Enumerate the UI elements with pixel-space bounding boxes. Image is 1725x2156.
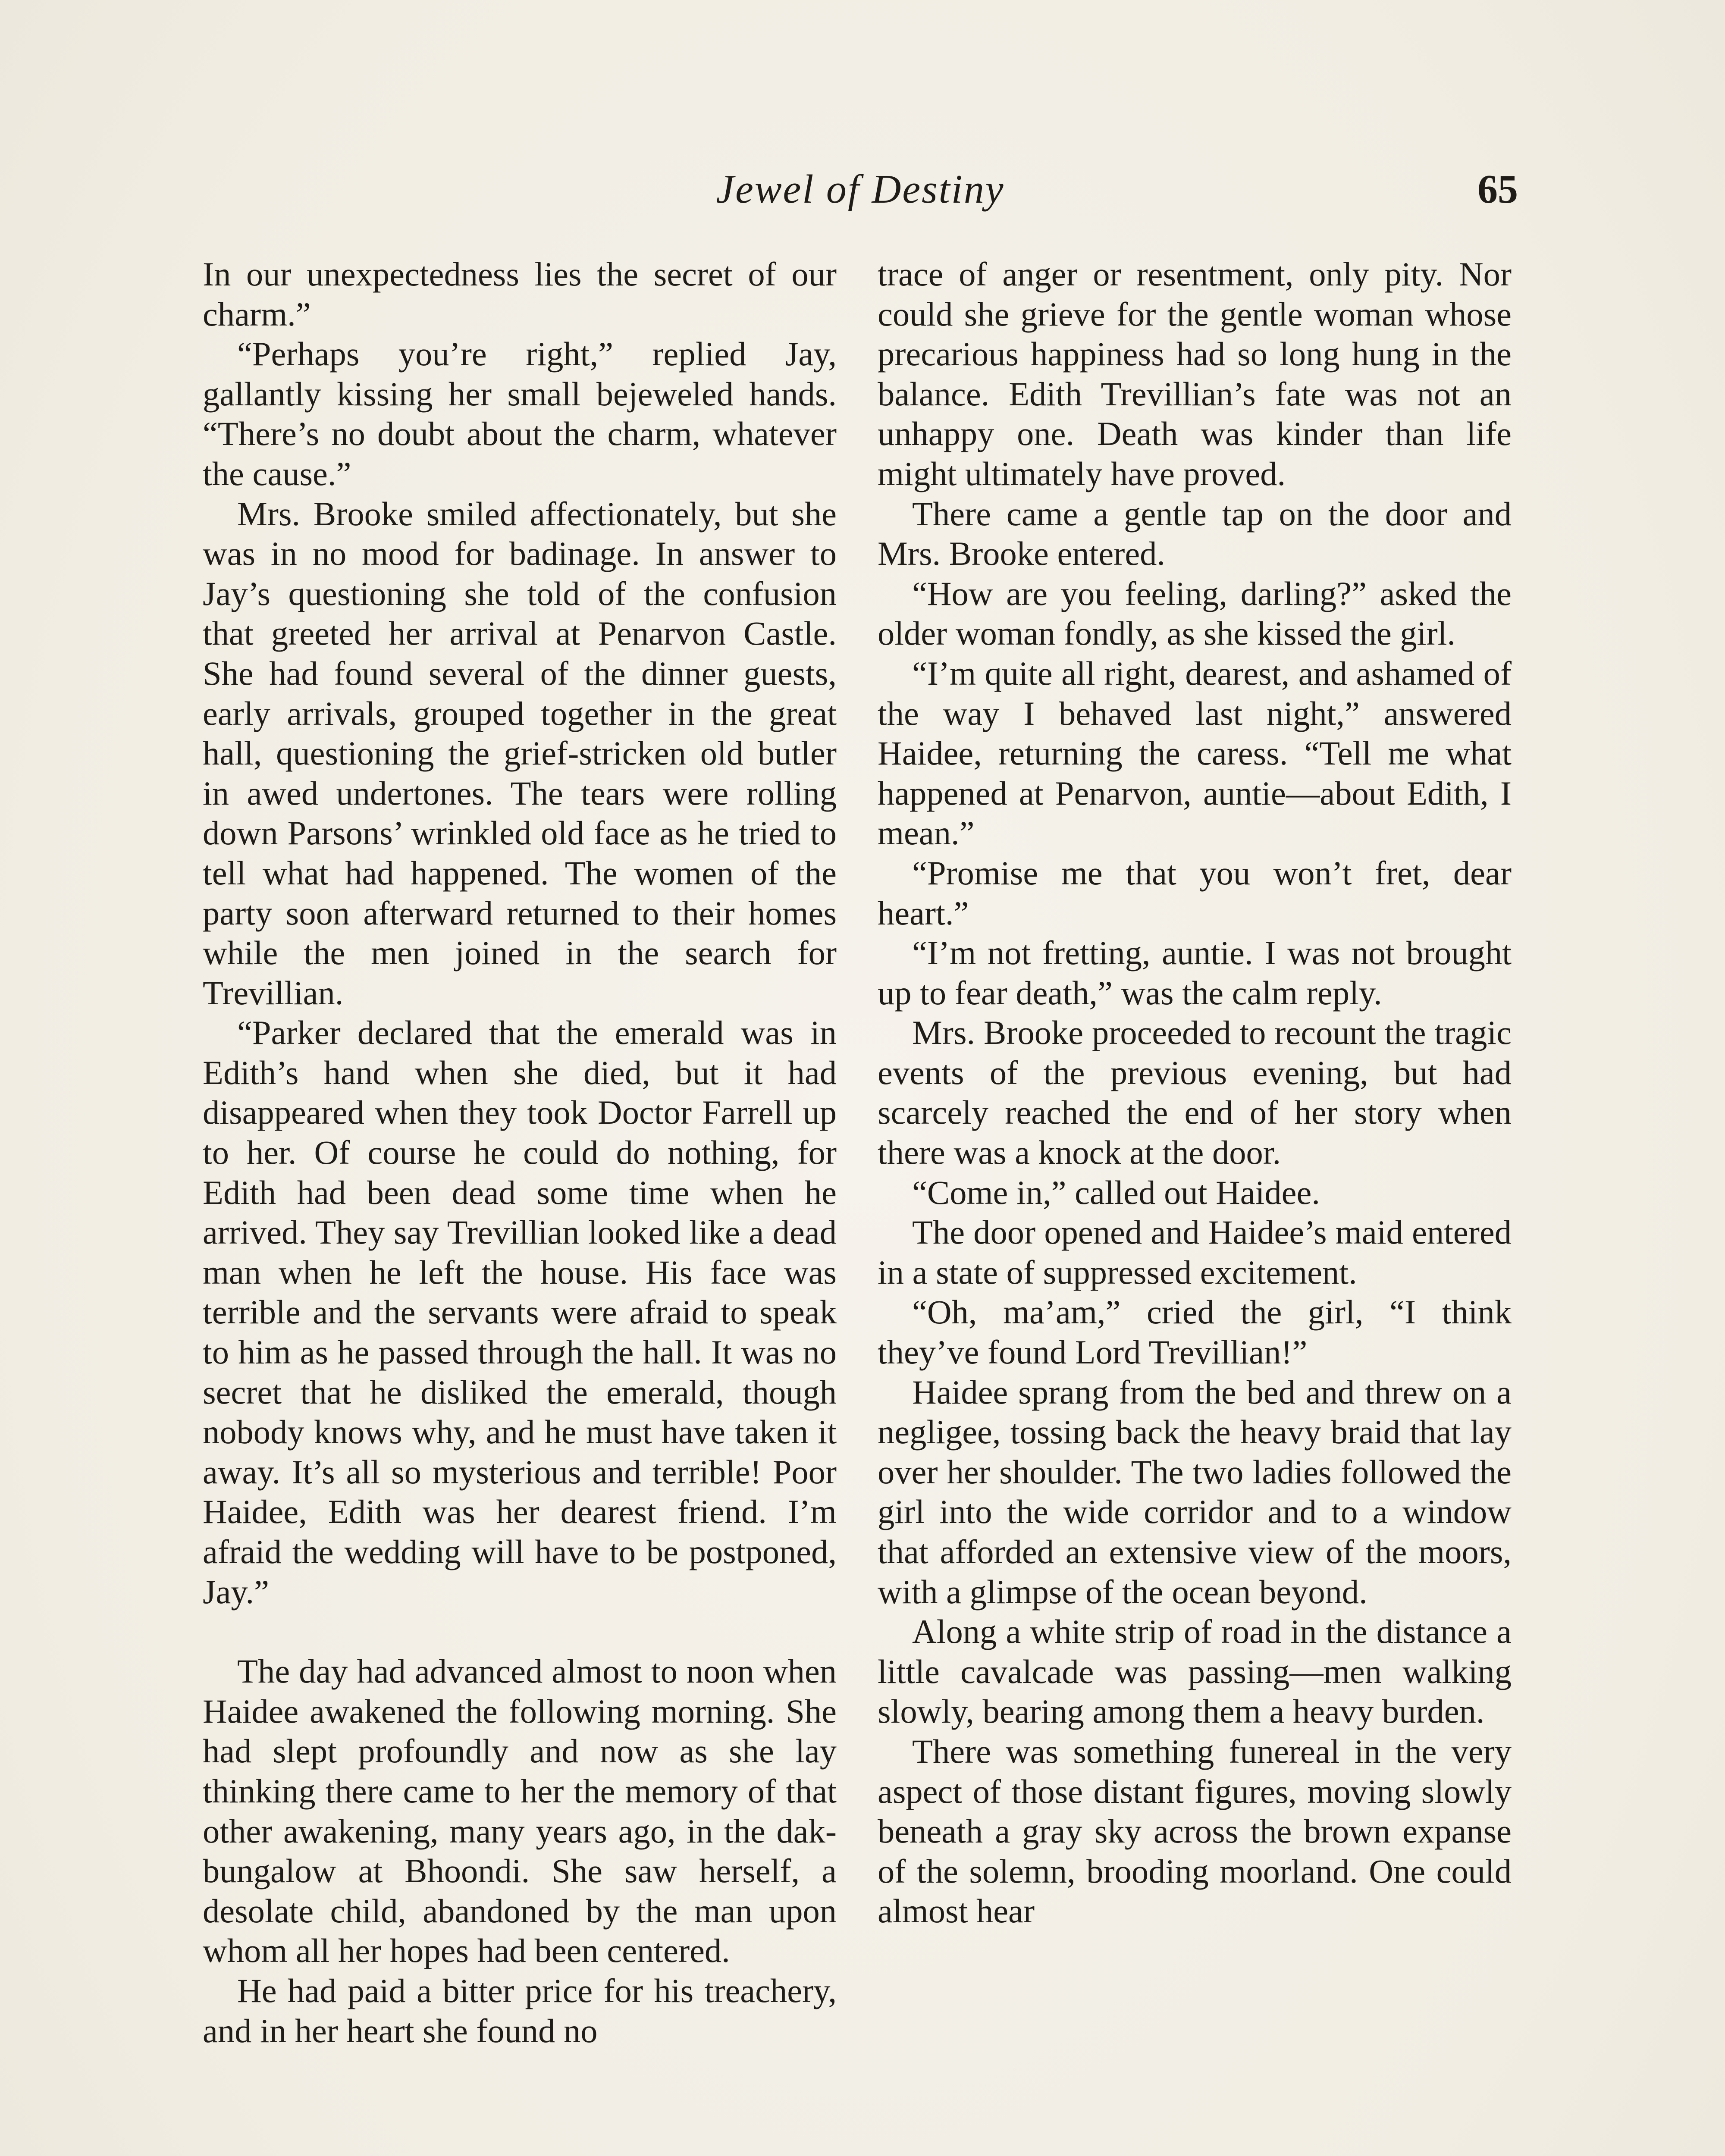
paragraph: “Parker declared that the emerald was in Edith’s hand when she died, but it had disappeared when they took Doctor Farrell up to her. Of course he could do nothing, for Edith had been dead some time when he arrived. They say Trevillian looked like a dead man when he left the house. His face was terrible and the servants were afraid to speak to him as he passed through the hall. It was no secret that he disliked the emerald, though nobody knows why, and he must have taken it away. It’s all so mysterious and terrible! Poor Haidee, Edith was her dearest friend. I’m afraid the wedding will have to be postponed, Jay.” (203, 1014, 837, 1611)
paragraph: “Perhaps you’re right,” replied Jay, gallantly kissing her small bejeweled hands. “There’s no doubt about the charm, whatever the cause.” (203, 335, 837, 492)
paragraph: “I’m not fretting, auntie. I was not brought up to fear death,” was the calm reply. (878, 934, 1512, 1012)
page-number: 65 (1477, 167, 1518, 212)
paragraph: The day had advanced almost to noon when Haidee awakened the following morning. She had slept profoundly and now as she lay thinking there came to her the memory of that other awakening, many years ago, in the dak-bungalow at Bhoondi. She saw herself, a desolate child, abandoned by the man upon whom all her hopes had been centered. (203, 1652, 837, 1970)
paragraph: “How are you feeling, darling?” asked the older woman fondly, as she kissed the girl. (878, 574, 1512, 652)
paragraph: There was something funereal in the very aspect of those distant figures, moving slowly beneath a gray sky across the brown expanse of the solemn, brooding moorland. One could almost hear (878, 1732, 1512, 1930)
paragraph: “Come in,” called out Haidee. (912, 1173, 1320, 1211)
running-title: Jewel of Destiny (716, 167, 1005, 212)
paragraph: He had paid a bitter price for his treachery, and in her heart she found no (203, 1971, 837, 2049)
paragraph: “Promise me that you won’t fret, dear heart.” (878, 854, 1512, 932)
left-column (203, 254, 837, 2051)
right-column (878, 254, 1512, 1931)
paragraph: Haidee sprang from the bed and threw on a negligee, tossing back the heavy braid that lay over her shoulder. The two ladies followed the girl into the wide corridor and to a window that afforded an extensive view of the moors, with a glimpse of the ocean beyond. (878, 1373, 1512, 1611)
paragraph: “I’m quite all right, dearest, and ashamed of the way I behaved last night,” answered Haidee, returning the caress. “Tell me what happened at Penarvon, auntie—about Edith, I mean.” (878, 654, 1512, 852)
paragraph: Along a white strip of road in the distance a little cavalcade was passing—men walking slowly, bearing among them a heavy burden. (878, 1613, 1512, 1730)
paragraph: Mrs. Brooke proceeded to recount the tragic events of the previous evening, but had scarcely reached the end of her story when there was a knock at the door. (878, 1014, 1512, 1172)
page-header (203, 166, 1518, 226)
paragraph: In our unexpectedness lies the secret of our charm.” (203, 255, 837, 333)
paragraph: Mrs. Brooke smiled affectionately, but she was in no mood for badinage. In answer to Jay’s questioning she told of the confusion that greeted her arrival at Penarvon Castle. She had found several of the dinner guests, early arrivals, grouped together in the great hall, questioning the grief-stricken old butler in awed undertones. The tears were rolling down Parsons’ wrinkled old face as he tried to tell what had happened. The women of the party soon afterward returned to their homes while the men joined in the search for Trevillian. (203, 495, 837, 1012)
paragraph: There came a gentle tap on the door and Mrs. Brooke entered. (878, 495, 1512, 573)
paragraph: The door opened and Haidee’s maid entered in a state of suppressed excitement. (878, 1213, 1512, 1291)
paragraph: “Oh, ma’am,” cried the girl, “I think they’ve found Lord Trevillian!” (878, 1293, 1512, 1371)
paragraph: trace of anger or resentment, only pity. Nor could she grieve for the gentle woman whose precarious happiness had so long hung in the balance. Edith Trevillian’s fate was not an unhappy one. Death was kinder than life might ultimately have proved. (878, 255, 1512, 492)
